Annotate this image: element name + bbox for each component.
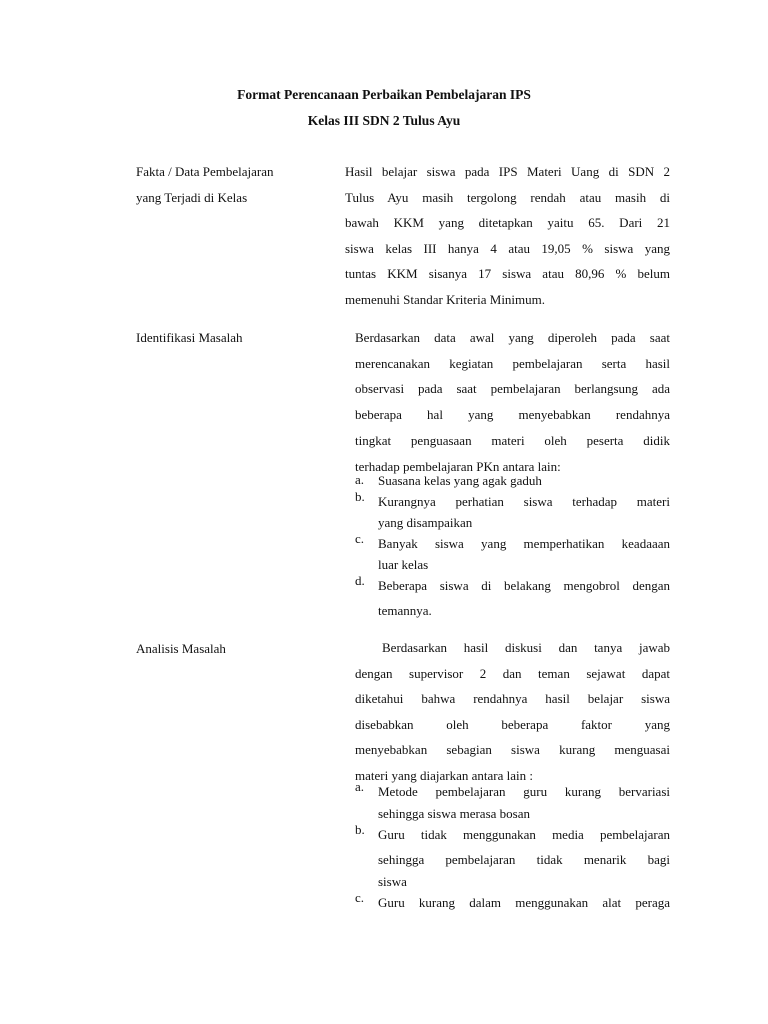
list-item — [355, 779, 670, 822]
paragraph-line: disebabkan oleh beberapa faktor yang — [355, 716, 670, 732]
paragraph-line: materi yang diajarkan antara lain : — [355, 767, 533, 783]
paragraph-line: menyebabkan sebagian siswa kurang menguasai — [355, 742, 670, 758]
list-item-line: Banyak siswa yang memperhatikan keadaaan — [378, 536, 670, 551]
list-item — [355, 472, 670, 489]
analisis-paragraph — [355, 635, 670, 789]
fakta-label — [136, 159, 321, 211]
list-item — [355, 489, 670, 531]
list-marker: c. — [355, 531, 365, 546]
identifikasi-label: Identifikasi Masalah — [136, 330, 243, 345]
list-item-line: sehingga siswa merasa bosan — [378, 805, 530, 821]
list-item-line: Metode pembelajaran guru kurang bervariasi — [378, 784, 670, 799]
list-marker: b. — [355, 821, 365, 837]
analisis-list — [355, 779, 670, 915]
identifikasi-list — [355, 472, 670, 623]
list-item-line: Beberapa siswa di belakang mengobrol dengan — [378, 578, 670, 593]
list-item — [355, 531, 670, 573]
paragraph-line: siswa kelas III hanya 4 atau 19,05 % siswa yang — [345, 240, 670, 256]
fakta-label-line: yang Terjadi di Kelas — [136, 190, 248, 205]
paragraph-line: bawah KKM yang ditetapkan yaitu 65. Dari 21 — [345, 215, 670, 230]
list-item — [355, 890, 670, 916]
paragraph-line: beberapa hal yang menyebabkan rendahnya — [355, 407, 670, 423]
identifikasi-paragraph — [355, 325, 670, 479]
list-item — [355, 822, 670, 890]
paragraph-line: merencanakan kegiatan pembelajaran serta hasil — [355, 355, 670, 371]
list-item-line: siswa — [378, 873, 407, 889]
list-item-line: sehingga pembelajaran tidak menarik bagi — [378, 852, 670, 867]
fakta-paragraph — [345, 159, 670, 312]
paragraph-line: dengan supervisor 2 dan teman sejawat dapat — [355, 665, 670, 681]
list-item-line: temannya. — [378, 603, 432, 618]
list-item-line: Kurangnya perhatian siswa terhadap materi — [378, 494, 670, 509]
list-item-line: Guru kurang dalam menggunakan alat peraga — [378, 894, 670, 910]
paragraph-line: Tulus Ayu masih tergolong rendah atau masih di — [345, 189, 670, 205]
document-title: Format Perencanaan Perbaikan Pembelajaran IPS — [237, 87, 531, 102]
paragraph-line: Berdasarkan hasil diskusi dan tanya jawab — [382, 640, 670, 655]
paragraph-line: Berdasarkan data awal yang diperoleh pada saat — [355, 330, 670, 345]
fakta-label-line: Fakta / Data Pembelajaran — [136, 164, 274, 179]
list-marker: a. — [355, 472, 365, 487]
paragraph-line: Hasil belajar siswa pada IPS Materi Uang di SDN 2 — [345, 164, 670, 179]
list-item — [355, 573, 670, 623]
list-marker: b. — [355, 489, 365, 504]
paragraph-line: observasi pada saat pembelajaran berlangsung ada — [355, 381, 670, 397]
list-item-line: Suasana kelas yang agak gaduh — [378, 473, 542, 488]
list-item-line: luar kelas — [378, 557, 429, 572]
list-item-line: yang disampaikan — [378, 515, 473, 530]
paragraph-line: tuntas KKM sisanya 17 siswa atau 80,96 % belum — [345, 266, 670, 281]
list-item-line: Guru tidak menggunakan media pembelajaran — [378, 826, 670, 842]
list-marker: a. — [355, 779, 365, 794]
analisis-label: Analisis Masalah — [136, 641, 226, 656]
paragraph-line: terhadap pembelajaran PKn antara lain: — [355, 458, 561, 474]
paragraph-line: diketahui bahwa rendahnya hasil belajar siswa — [355, 691, 670, 707]
list-marker: c. — [355, 889, 365, 905]
paragraph-line: tingkat penguasaan materi oleh peserta didik — [355, 432, 670, 448]
list-marker: d. — [355, 573, 365, 588]
document-subtitle: Kelas III SDN 2 Tulus Ayu — [307, 113, 461, 128]
paragraph-line: memenuhi Standar Kriteria Minimum. — [345, 291, 546, 307]
